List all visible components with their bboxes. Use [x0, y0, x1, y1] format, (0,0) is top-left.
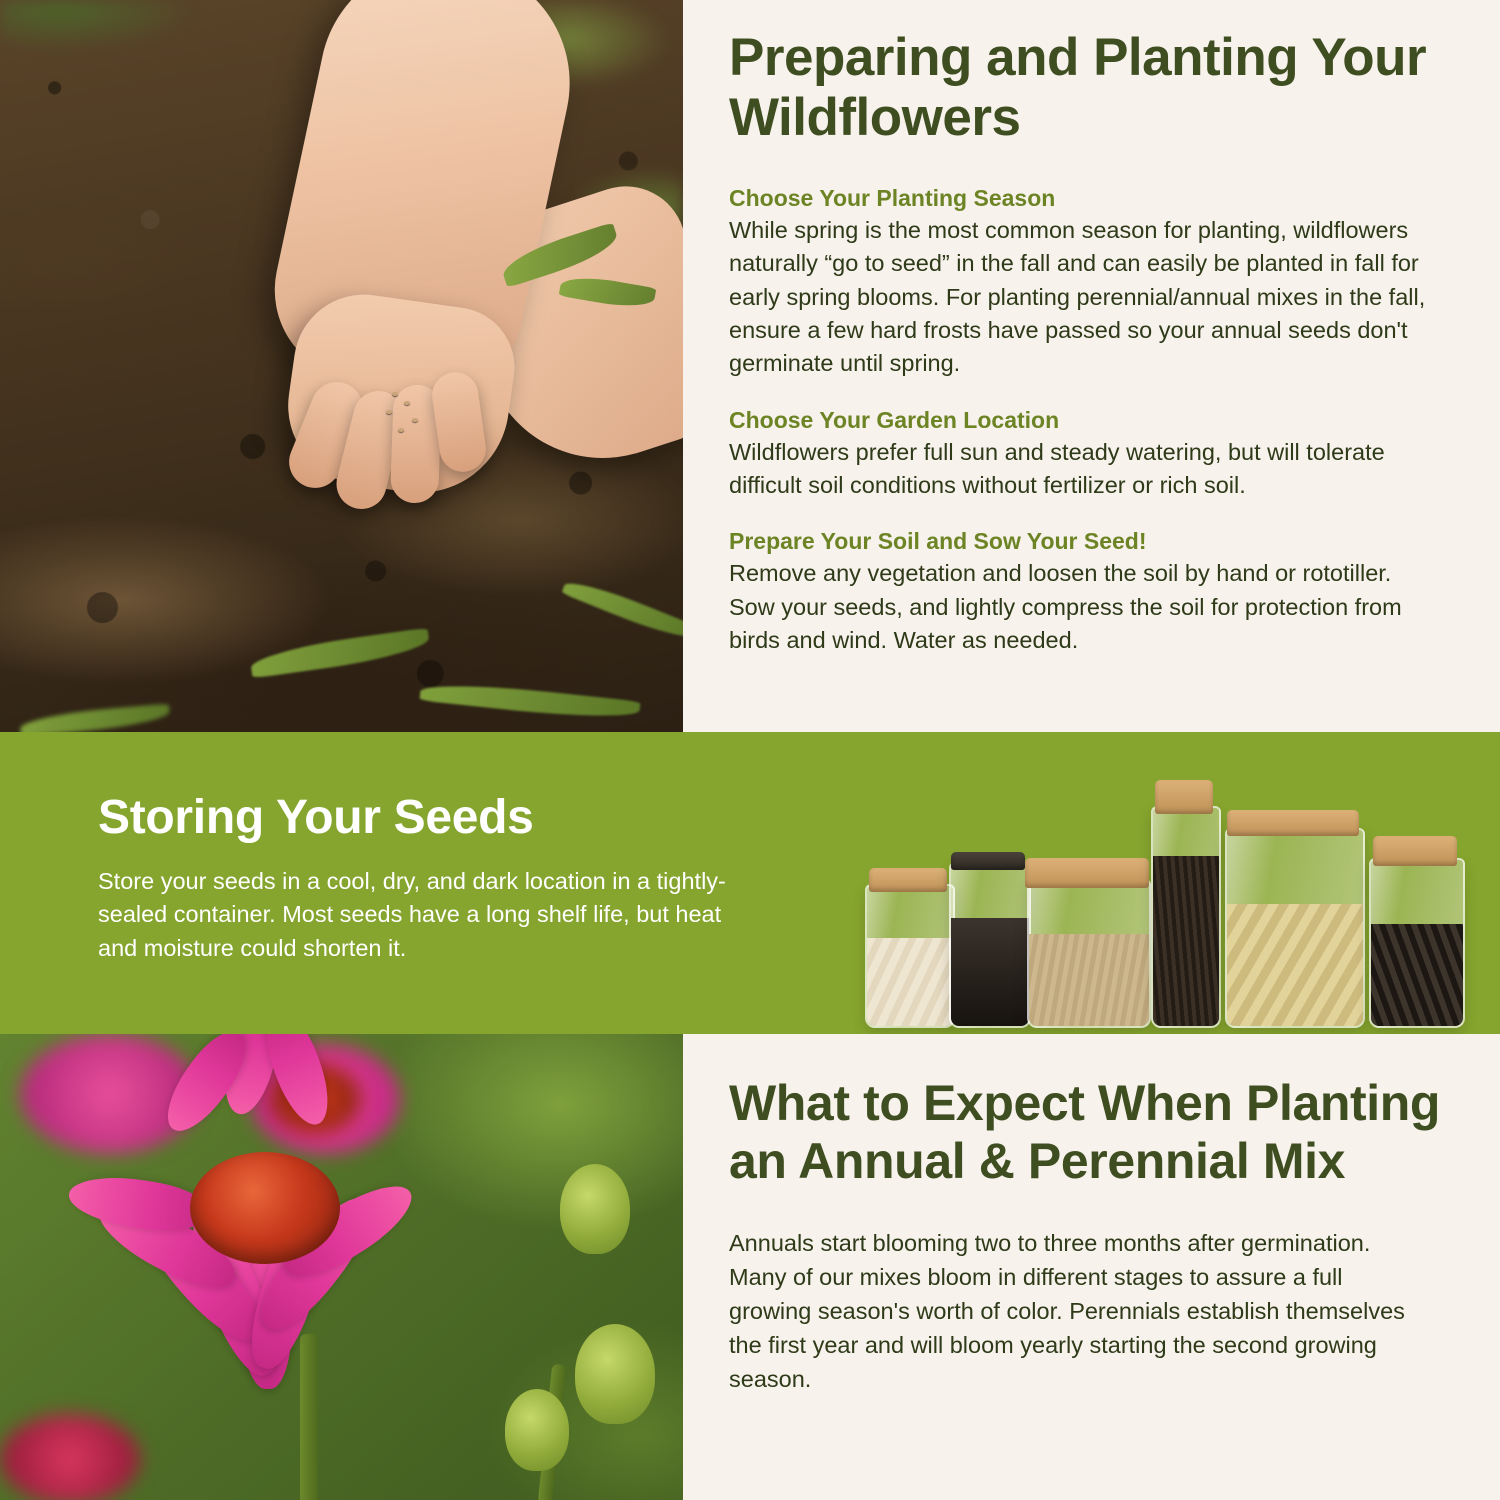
- glass-jars-of-seeds-photo: [845, 708, 1465, 1028]
- jar-contents: [1153, 856, 1219, 1026]
- section-preparing-and-planting: [0, 0, 1500, 732]
- subhead-garden-location: Choose Your Garden Location: [729, 406, 1060, 433]
- section-storing-your-seeds: [0, 732, 1500, 1034]
- cork-lid: [1025, 858, 1149, 888]
- storing-seeds-body: Store your seeds in a cool, dry, and dark location in a tightly-sealed container. Most seeds have a long shelf life, but heat and moisture could shorten it.: [98, 868, 726, 961]
- cork-lid: [1227, 810, 1359, 836]
- body-prepare-soil: Remove any vegetation and loosen the soil by hand or rototiller. Sow your seeds, and lightly compress the soil for protection from birds and wind. Water as needed.: [729, 560, 1402, 654]
- body-planting-season: While spring is the most common season for planting, wildflowers naturally “go to seed” in the fall and can easily be planted in fall for early spring blooms. For planting perennial/annual mixes in the fall, ensure a few hard frosts have passed so your annual seeds don't germinate until spring.: [729, 216, 1426, 377]
- flower-bud: [560, 1164, 630, 1254]
- cork-lid: [1373, 836, 1457, 866]
- section2-text-column: [98, 790, 748, 965]
- pink-coneflower-echinacea-photo: [0, 1034, 683, 1500]
- seed-dot: [392, 392, 398, 396]
- jar-contents: [951, 918, 1029, 1026]
- section1-text-column: [729, 0, 1444, 732]
- jar-lid: [951, 852, 1025, 870]
- jar-sunflower-seeds: [1369, 858, 1465, 1028]
- jar-black-seeds: [949, 862, 1031, 1028]
- storing-seeds-title: Storing Your Seeds: [98, 791, 534, 844]
- what-to-expect-title: What to Expect When Planting an Annual & Perennial Mix: [729, 1075, 1441, 1189]
- section-what-to-expect: [0, 1034, 1500, 1500]
- flower-bud: [505, 1389, 569, 1471]
- jar-contents: [1029, 934, 1149, 1026]
- seed-dot: [404, 401, 410, 405]
- section3-text-column: [729, 1034, 1444, 1396]
- hand-sowing-seeds-in-soil-photo: [0, 0, 683, 732]
- page-title: Preparing and Planting Your Wildflowers: [729, 28, 1427, 148]
- subhead-prepare-soil: Prepare Your Soil and Sow Your Seed!: [729, 528, 1147, 555]
- seed-dot: [386, 410, 392, 414]
- jar-white-beans: [865, 884, 955, 1028]
- body-garden-location: Wildflowers prefer full sun and steady watering, but will tolerate difficult soil conditions without fertilizer or rich soil.: [729, 438, 1385, 498]
- cork-lid: [869, 868, 947, 892]
- background-flower: [0, 1414, 140, 1500]
- jar-pumpkin-seeds: [1225, 828, 1365, 1028]
- seed-dot: [412, 418, 418, 422]
- jar-contents: [1371, 924, 1463, 1026]
- flower-bud: [575, 1324, 655, 1424]
- what-to-expect-body: Annuals start blooming two to three months after germination. Many of our mixes bloom in different stages to assure a full growing season's worth of color. Perennials establish themselves the first year and will bloom yearly starting the second growing season.: [729, 1230, 1405, 1393]
- jar-contents: [1227, 904, 1363, 1026]
- jar-contents: [867, 938, 953, 1026]
- flower-cone-center: [190, 1152, 340, 1264]
- cork-lid: [1155, 780, 1213, 814]
- jar-tall-dark-seeds: [1151, 806, 1221, 1028]
- flower-stem: [300, 1334, 318, 1500]
- seed-dot: [398, 428, 404, 432]
- jar-tan-seeds: [1027, 879, 1151, 1028]
- subhead-planting-season: Choose Your Planting Season: [729, 184, 1056, 211]
